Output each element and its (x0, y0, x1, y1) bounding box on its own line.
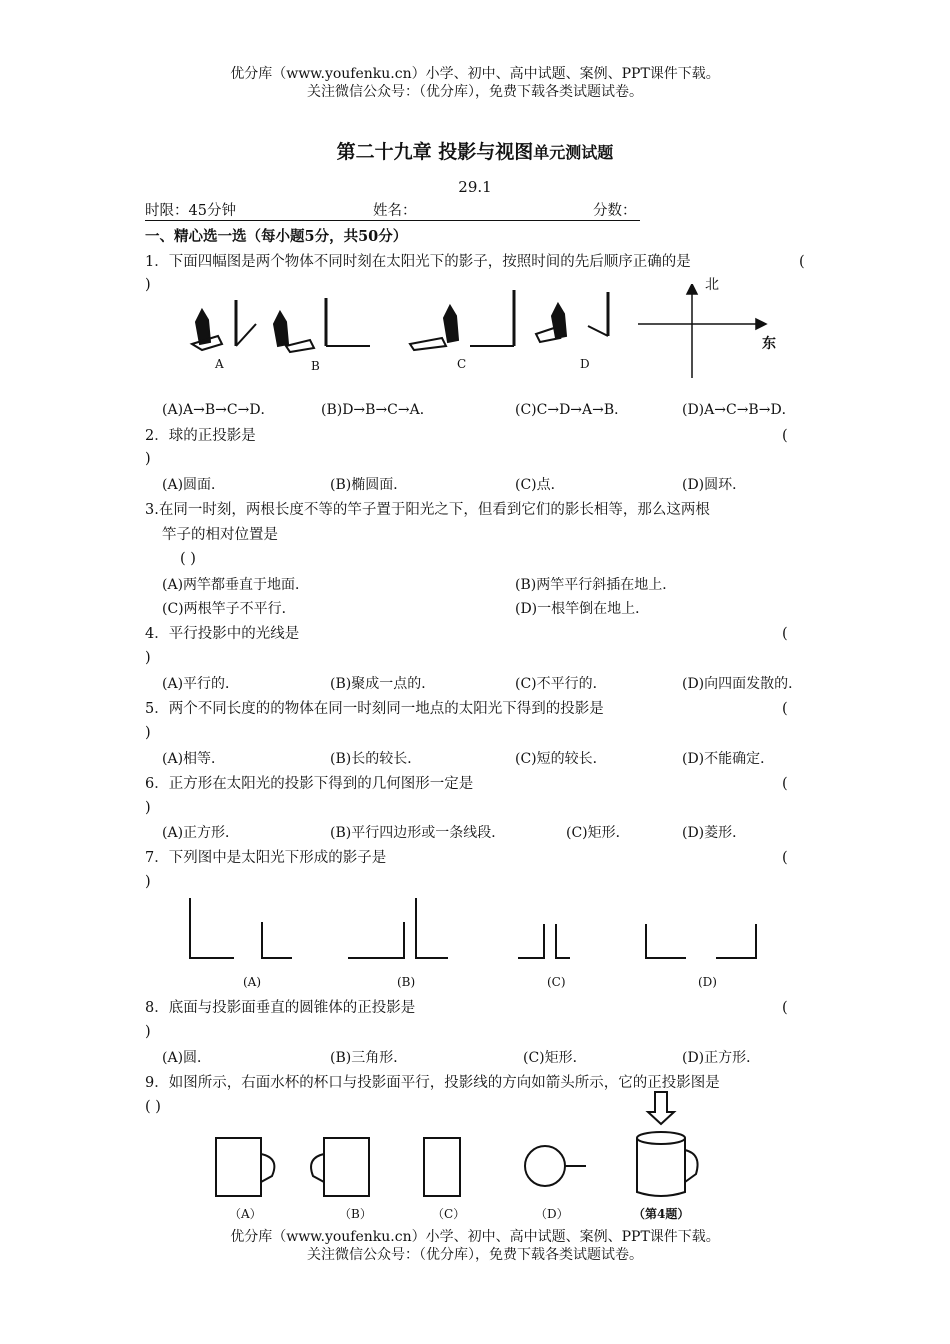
q4-option-a: (A)平行的． (162, 676, 240, 692)
q4-option-c: (C)不平行的． (515, 676, 607, 692)
q9-label-c: （C） (432, 1207, 466, 1221)
q3-stem: 3.在同一时刻，两根长度不等的竿子置于阳光之下，但看到它们的影长相等，那么这两根 (145, 502, 710, 518)
q2-option-a: (A)圆面． (162, 477, 226, 493)
q1-figure (180, 284, 820, 384)
q2-option-c: (C)点． (515, 477, 565, 493)
section-number: 29.1 (458, 178, 492, 196)
q7-fig-a (190, 898, 292, 958)
q9-label-a: （A） (229, 1207, 262, 1221)
q2-option-b: (B)椭圆面． (330, 477, 408, 493)
info-underline (145, 220, 640, 221)
q1-label-b: B (311, 359, 320, 373)
q7-stem: 7．下列图中是太阳光下形成的影子是 (145, 850, 387, 866)
q3-paren: ( ) (180, 551, 196, 567)
q7-figure (180, 892, 780, 967)
q3-option-b: (B)两竿平行斜插在地上． (515, 577, 677, 593)
q4-option-b: (B)聚成一点的． (330, 676, 436, 692)
q9-fig-c (424, 1138, 460, 1196)
q1-fig-d (536, 292, 608, 342)
q4-stem: 4．平行投影中的光线是 (145, 626, 300, 642)
q1-option-c: (C)C→D→A→B． (515, 402, 629, 418)
q8-option-c: (C)矩形． (523, 1050, 587, 1066)
name-label: 姓名： (373, 203, 417, 219)
q8-paren-close: ) (145, 1024, 151, 1040)
footer-line-2: 关注微信公众号：（优分库），免费下载各类试题试卷。 (307, 1247, 643, 1263)
q7-fig-b (348, 898, 448, 958)
q9-figure (200, 1090, 720, 1205)
q9-label-b: （B） (339, 1207, 372, 1221)
q2-paren-close: ) (145, 451, 151, 467)
q4-paren-close: ) (145, 650, 151, 666)
q1-fig-c (410, 290, 514, 350)
q2-stem: 2．球的正投影是 (145, 428, 256, 444)
q1-compass (638, 284, 766, 378)
q5-option-c: (C)短的较长． (515, 751, 607, 767)
q8-option-b: (B)三角形． (330, 1050, 408, 1066)
time-limit: 时限：45分钟 (145, 203, 236, 219)
q1-label-c: C (457, 357, 467, 371)
title-suffix: 单元测试题 (533, 143, 614, 162)
q3-option-c: (C)两根竿子不平行． (162, 601, 296, 617)
page-title (0, 137, 950, 164)
q9-label-cup: （第4题） (633, 1207, 690, 1221)
q9-label-d: （D） (535, 1207, 569, 1221)
q9-paren: ( ) (145, 1099, 161, 1115)
part1-heading: 一、精心选一选（每小题5分，共50分） (145, 228, 408, 245)
q6-option-a: (A)正方形． (162, 825, 240, 841)
q5-option-b: (B)长的较长． (330, 751, 422, 767)
q3-option-a: (A)两竿都垂直于地面． (162, 577, 310, 593)
q1-option-a: (A)A→B→C→D． (162, 402, 275, 418)
q9-fig-cup (637, 1092, 698, 1196)
q7-paren-close: ) (145, 874, 151, 890)
compass-east-label: 东 (762, 336, 776, 352)
header-line-1: 优分库（www.youfenku.cn）小学、初中、高中试题、案例、PPT课件下载。 (230, 66, 720, 82)
q6-paren-open: ( (782, 776, 788, 792)
q7-label-c: (C) (547, 975, 566, 989)
q1-label-d: D (580, 357, 590, 371)
q8-option-d: (D)正方形． (682, 1050, 761, 1066)
q4-option-d: (D)向四面发散的． (682, 676, 803, 692)
q7-fig-c (518, 924, 570, 958)
q8-stem: 8．底面与投影面垂直的圆锥体的正投影是 (145, 1000, 416, 1016)
q5-option-d: (D)不能确定． (682, 751, 775, 767)
q1-paren-open: ( (799, 254, 805, 270)
q7-label-d: (D) (698, 975, 717, 989)
q3-stem-cont: 竿子的相对位置是 (162, 527, 278, 543)
q1-fig-b (274, 298, 370, 352)
title-main: 第二十九章 投影与视图 (336, 141, 534, 163)
q3-option-d: (D)一根竿倒在地上． (515, 601, 650, 617)
q7-fig-d (646, 924, 756, 958)
q1-option-b: (B)D→B→C→A． (321, 402, 434, 418)
q9-fig-d (525, 1146, 586, 1186)
q6-option-d: (D)菱形． (682, 825, 747, 841)
header-line-2: 关注微信公众号：（优分库），免费下载各类试题试卷。 (307, 84, 643, 100)
q9-stem: 9．如图所示，右面水杯的杯口与投影面平行，投影线的方向如箭头所示，它的正投影图是 (145, 1075, 720, 1091)
q1-fig-a (192, 300, 256, 350)
q7-paren-open: ( (782, 850, 788, 866)
q1-option-d: (D)A→C→B→D． (682, 402, 796, 418)
q6-stem: 6．正方形在太阳光的投影下得到的几何图形一定是 (145, 776, 474, 792)
q5-paren-close: ) (145, 725, 151, 741)
q4-paren-open: ( (782, 626, 788, 642)
q2-option-d: (D)圆环． (682, 477, 747, 493)
score-label: 分数： (593, 203, 637, 219)
q6-paren-close: ) (145, 800, 151, 816)
q1-label-a: A (215, 357, 224, 371)
q6-option-b: (B)平行四边形或一条线段． (330, 825, 506, 841)
q8-paren-open: ( (782, 1000, 788, 1016)
q2-paren-open: ( (782, 428, 788, 444)
q5-paren-open: ( (782, 701, 788, 717)
q5-stem: 5．两个不同长度的的物体在同一时刻同一地点的太阳光下得到的投影是 (145, 701, 604, 717)
q7-label-b: (B) (397, 975, 416, 989)
footer-line-1: 优分库（www.youfenku.cn）小学、初中、高中试题、案例、PPT课件下载。 (230, 1229, 720, 1245)
q1-paren-close: ) (145, 277, 151, 293)
compass-north-label: 北 (705, 277, 719, 293)
q5-option-a: (A)相等． (162, 751, 226, 767)
q9-fig-b (311, 1138, 369, 1196)
q1-stem: 1．下面四幅图是两个物体不同时刻在太阳光下的影子，按照时间的先后顺序正确的是 (145, 254, 691, 270)
q8-option-a: (A)圆． (162, 1050, 212, 1066)
q9-fig-a (216, 1138, 274, 1196)
q6-option-c: (C)矩形． (566, 825, 630, 841)
q7-label-a: (A) (243, 975, 262, 989)
